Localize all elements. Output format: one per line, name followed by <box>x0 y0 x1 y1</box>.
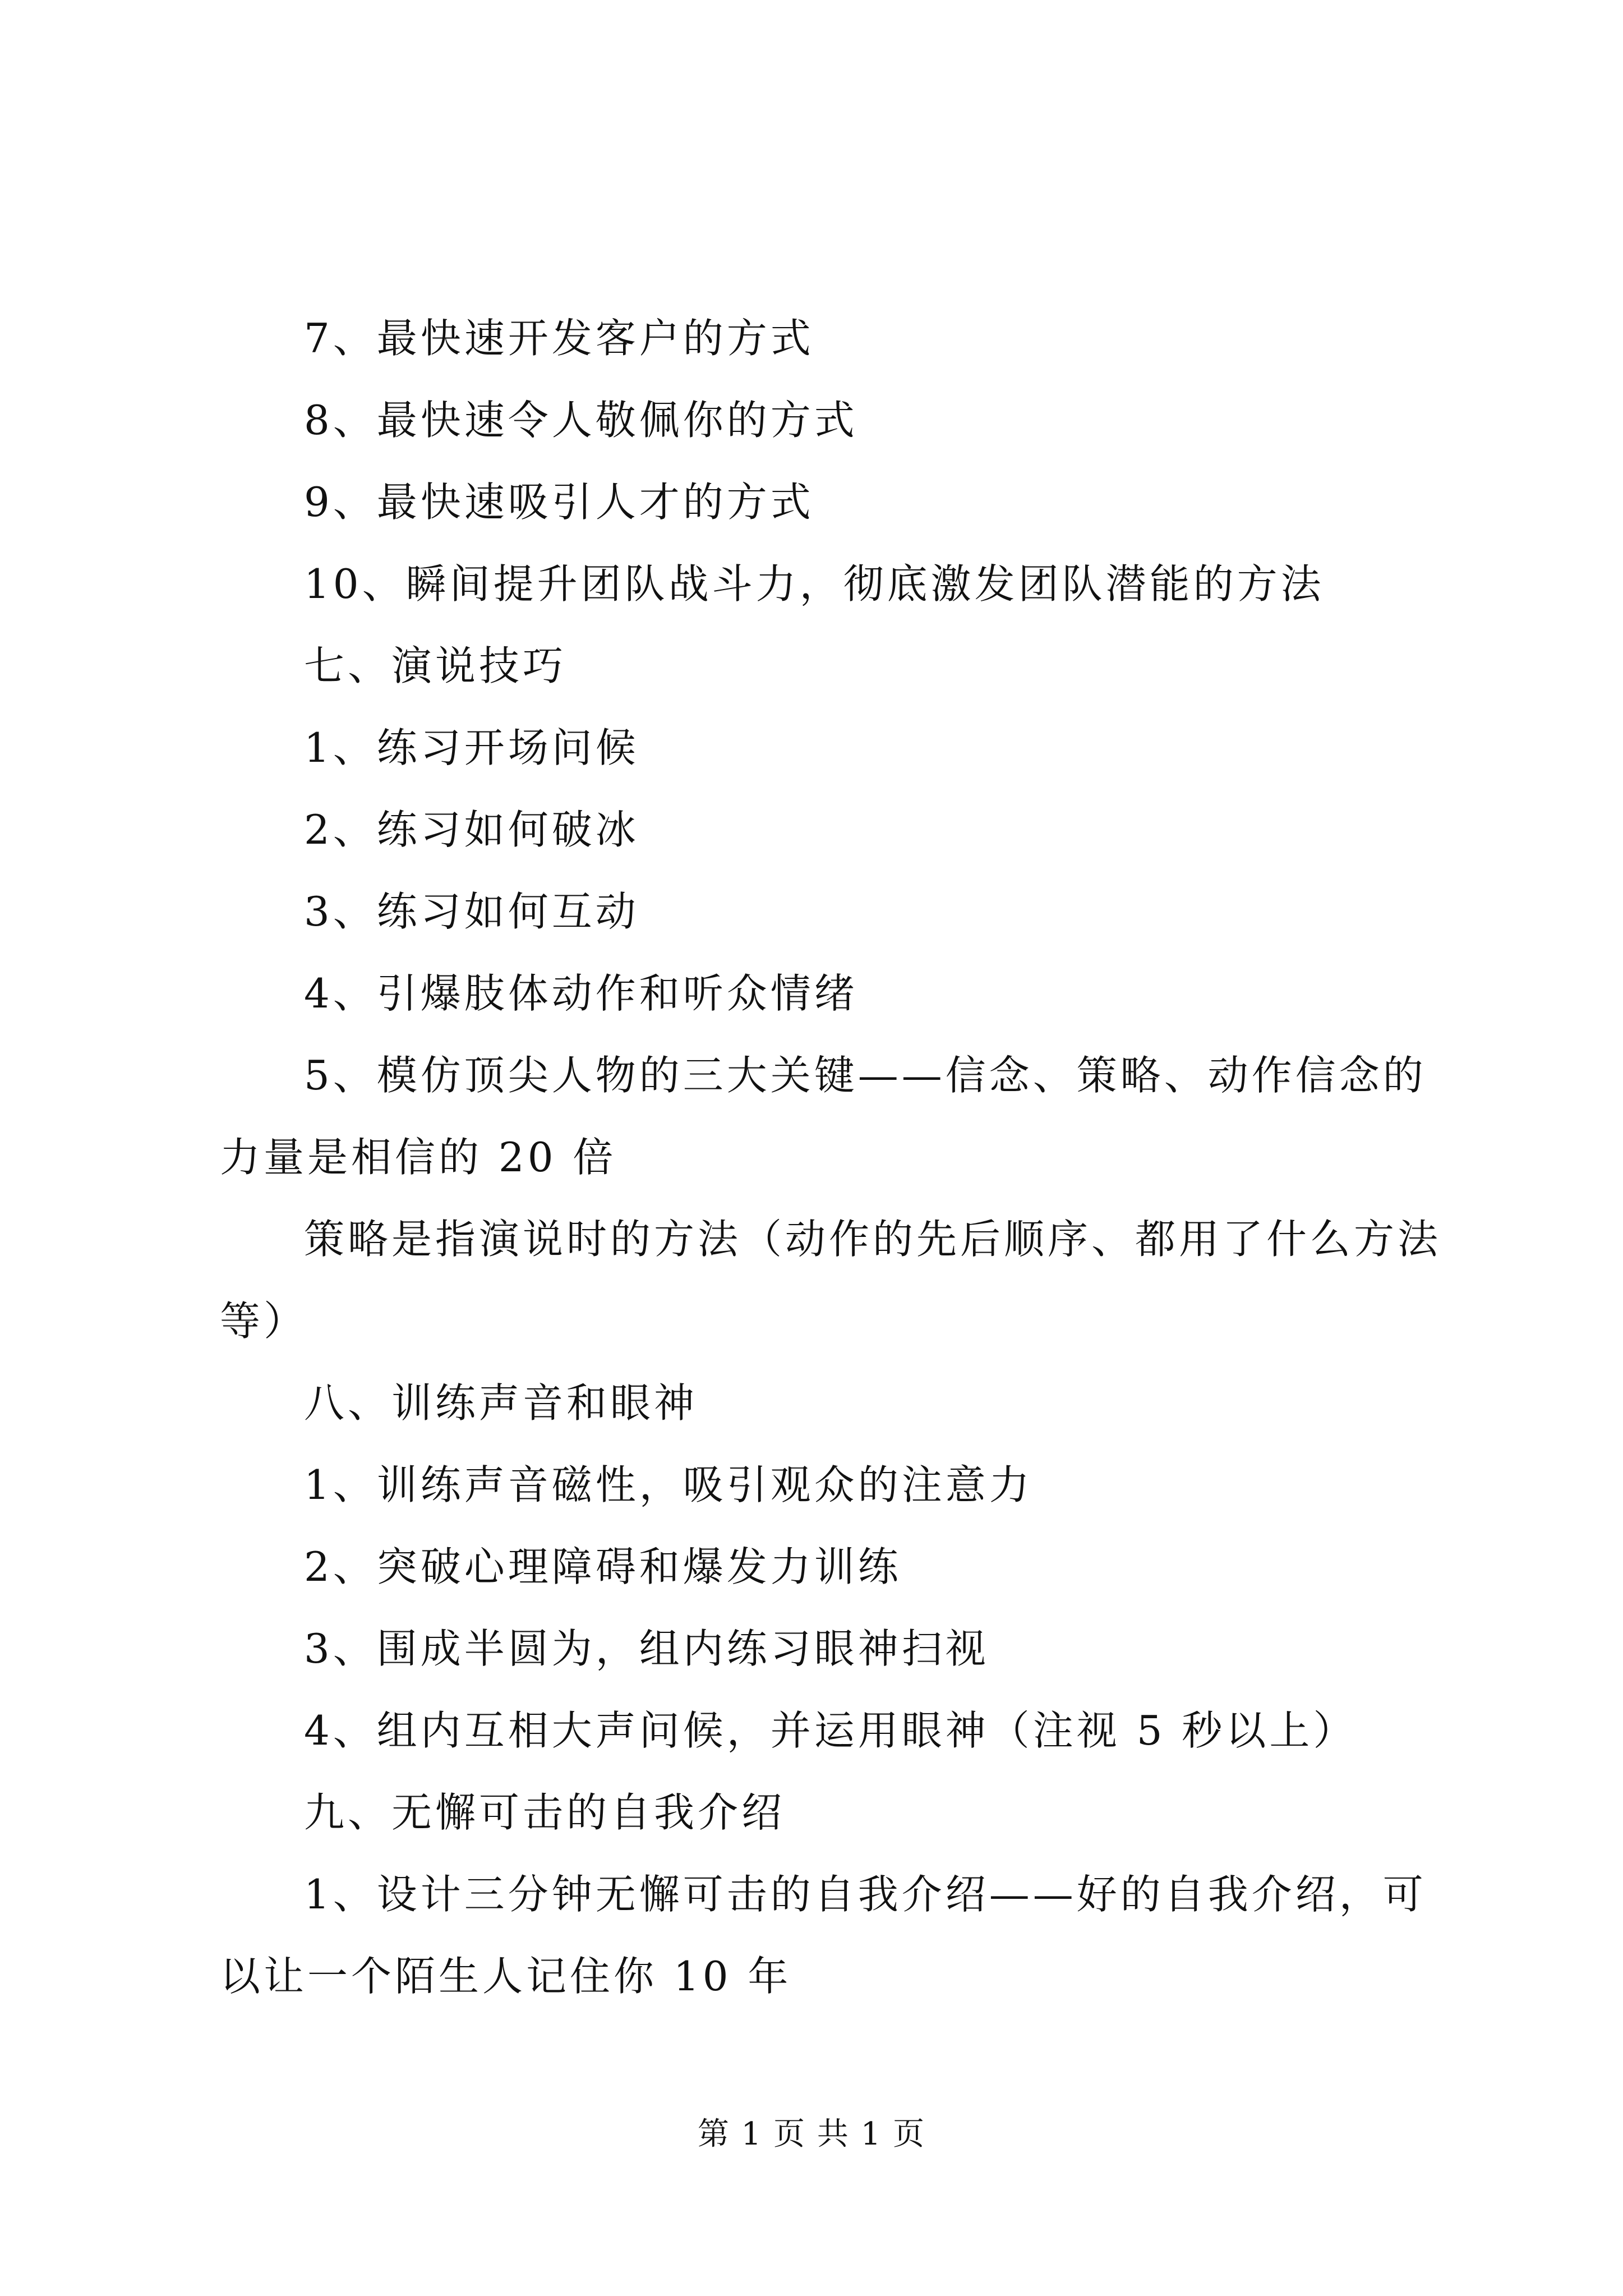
list-item: 9、最快速吸引人才的方式 <box>304 478 814 526</box>
list-item: 2、突破心理障碍和爆发力训练 <box>304 1543 902 1590</box>
list-item: 8、最快速令人敬佩你的方式 <box>304 397 858 444</box>
paragraph-line: 1、设计三分钟无懈可击的自我介绍——好的自我介绍，可 <box>304 1871 1427 1918</box>
list-item: 7、最快速开发客户的方式 <box>304 315 814 362</box>
list-item: 4、引爆肢体动作和听众情绪 <box>304 970 858 1017</box>
list-item: 2、练习如何破冰 <box>304 806 639 853</box>
list-item: 10、瞬间提升团队战斗力，彻底激发团队潜能的方法 <box>304 560 1325 608</box>
paragraph-strategy <box>220 1198 1442 1362</box>
section-heading: 七、演说技巧 <box>304 642 567 689</box>
paragraph-key-points <box>220 1034 1442 1198</box>
paragraph-line: 以让一个陌生人记住你 10 年 <box>220 1953 792 2000</box>
list-item: 4、组内互相大声问候，并运用眼神（注视 5 秒以上） <box>304 1707 1357 1754</box>
list-item: 1、训练声音磁性，吸引观众的注意力 <box>304 1461 1033 1508</box>
list-item: 3、练习如何互动 <box>304 888 639 935</box>
paragraph-self-intro <box>220 1853 1442 2017</box>
page-footer: 第 1 页 共 1 页 <box>697 2116 926 2152</box>
document-body <box>220 297 1442 2017</box>
section-heading: 九、无懈可击的自我介绍 <box>304 1789 786 1836</box>
list-item: 3、围成半圆为，组内练习眼神扫视 <box>304 1625 989 1672</box>
paragraph-line: 力量是相信的 20 倍 <box>220 1134 617 1181</box>
paragraph-line: 策略是指演说时的方法（动作的先后顺序、都用了什么方法 <box>304 1216 1442 1263</box>
section-heading: 八、训练声音和眼神 <box>304 1379 698 1427</box>
paragraph-line: 等） <box>220 1297 308 1345</box>
paragraph-line: 5、模仿顶尖人物的三大关键——信念、策略、动作信念的 <box>304 1052 1427 1099</box>
list-item: 1、练习开场问候 <box>304 724 639 771</box>
